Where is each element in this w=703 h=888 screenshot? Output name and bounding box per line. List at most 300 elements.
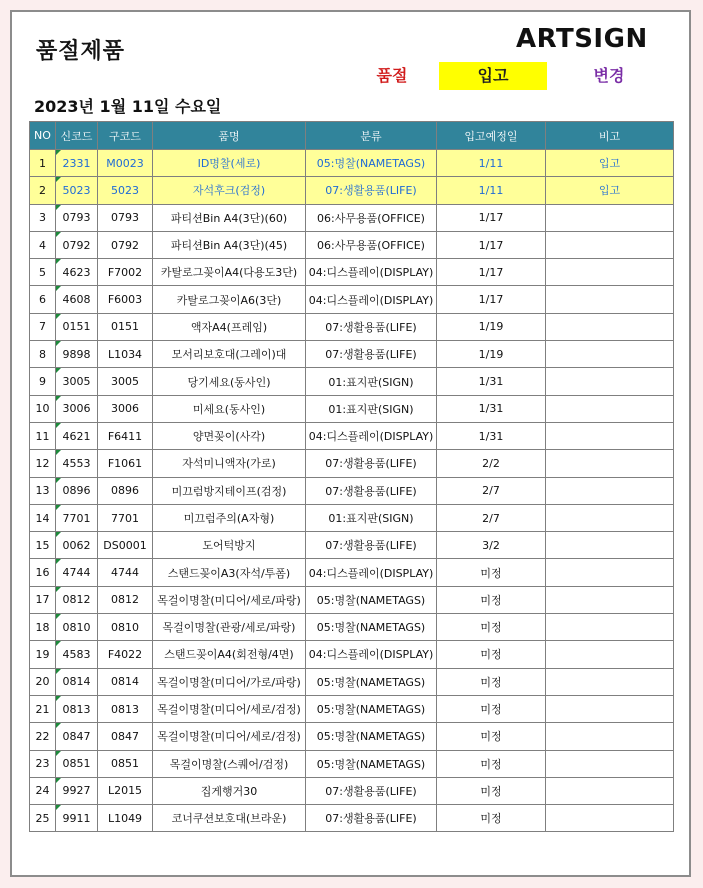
old-code-cell [98,668,153,695]
restock-date-cell-text: 미정 [480,703,502,717]
category-cell-text: 07:생활용품(LIFE) [325,812,417,826]
table-row [30,805,674,832]
old-code-cell [98,504,153,531]
category-cell-text: 05:명찰(NAMETAGS) [316,757,426,771]
new-code-cell-text: 4583 [62,647,91,661]
note-cell [546,777,674,804]
row-no [30,204,56,231]
old-code-cell-text: 0847 [111,729,139,743]
cell-comment-marker [56,205,61,210]
old-code-cell [98,368,153,395]
new-code-cell-text: 4608 [62,293,91,307]
cell-comment-marker [56,587,61,592]
old-code-cell [98,204,153,231]
product-name-cell [153,341,306,368]
cell-comment-marker [56,150,61,155]
category-cell [306,614,437,641]
restock-date-cell [437,750,546,777]
old-code-cell-text: 7701 [111,511,139,525]
product-name-cell-text: 도어턱방지 [202,539,256,553]
header-note: 비고 [546,122,674,150]
product-name-cell [153,695,306,722]
product-name-cell-text: 목걸이명찰(관광/세로/파랑) [162,621,296,635]
new-code-cell [56,559,98,586]
category-cell [306,341,437,368]
category-cell [306,395,437,422]
table-row [30,259,674,286]
restock-date-cell [437,695,546,722]
table-row [30,750,674,777]
old-code-cell-text: F1061 [107,456,143,470]
category-cell [306,641,437,668]
new-code-cell [56,177,98,204]
old-code-cell [98,395,153,422]
row-no-text: 25 [35,811,50,825]
row-no-text: 14 [35,511,50,525]
row-no-text: 24 [35,784,50,798]
old-code-cell [98,586,153,613]
row-no [30,477,56,504]
new-code-cell [56,341,98,368]
product-name-cell [153,777,306,804]
table-row [30,504,674,531]
table-row [30,668,674,695]
artsign-logo: ARTSIGN [516,24,648,54]
category-cell-text: 04:디스플레이(DISPLAY) [308,648,434,662]
category-cell [306,723,437,750]
row-no-text: 16 [35,566,50,580]
old-code-cell-text: 0793 [111,211,139,225]
category-cell-text: 05:명찰(NAMETAGS) [316,730,426,744]
new-code-cell-text: 0847 [62,729,91,743]
row-no [30,805,56,832]
product-name-cell-text: 집게행거30 [200,784,258,798]
table-row [30,777,674,804]
restock-date-cell-text: 미정 [480,648,502,662]
restock-date-cell [437,614,546,641]
row-no [30,450,56,477]
category-cell [306,695,437,722]
category-cell-text: 05:명찰(NAMETAGS) [316,157,426,171]
restock-date-cell [437,177,546,204]
product-name-cell [153,286,306,313]
note-cell [546,231,674,258]
product-name-cell [153,750,306,777]
product-name-cell [153,231,306,258]
old-code-cell [98,559,153,586]
table-row [30,341,674,368]
row-no-text: 15 [35,538,50,552]
table-row [30,614,674,641]
cell-comment-marker [56,368,61,373]
category-cell-text: 07:생활용품(LIFE) [325,348,417,362]
row-no [30,777,56,804]
table-row [30,422,674,449]
cell-comment-marker [56,232,61,237]
note-cell [546,341,674,368]
row-no-text: 3 [39,211,46,225]
category-cell-text: 05:명찰(NAMETAGS) [316,621,426,635]
category-cell [306,532,437,559]
restock-date-cell-text: 미정 [480,757,502,771]
restock-date-cell [437,668,546,695]
old-code-cell-text: DS0001 [103,538,147,552]
product-name-cell [153,204,306,231]
row-no-text: 11 [35,429,50,443]
new-code-cell [56,313,98,340]
restock-date-cell [437,286,546,313]
table-row [30,395,674,422]
row-no [30,395,56,422]
restock-date-cell-text: 1/17 [478,293,504,307]
restock-date-cell-text: 2/7 [482,484,500,498]
new-code-cell-text: 0792 [62,238,91,252]
old-code-cell [98,723,153,750]
old-code-cell-text: 0813 [111,702,139,716]
note-cell [546,368,674,395]
cell-comment-marker [56,423,61,428]
category-cell-text: 07:생활용품(LIFE) [325,539,417,553]
new-code-cell-text: 4744 [62,566,91,580]
category-cell-text: 07:생활용품(LIFE) [325,457,417,471]
restock-date-cell-text: 미정 [480,730,502,744]
category-cell-text: 07:생활용품(LIFE) [325,784,417,798]
category-cell-text: 05:명찰(NAMETAGS) [316,675,426,689]
category-cell-text: 01:표지판(SIGN) [328,512,414,525]
header-row [30,122,674,150]
note-cell [546,313,674,340]
restock-date-cell [437,231,546,258]
row-no [30,422,56,449]
new-code-cell-text: 4623 [62,265,91,279]
restock-date-cell [437,641,546,668]
new-code-cell [56,805,98,832]
row-no [30,723,56,750]
new-code-cell-text: 5023 [62,183,91,197]
restock-date-cell [437,368,546,395]
new-code-cell [56,532,98,559]
product-name-cell [153,395,306,422]
row-no-text: 23 [35,757,50,771]
restock-date-cell-text: 1/19 [478,320,504,334]
row-no-text: 1 [39,156,46,170]
category-cell [306,313,437,340]
new-code-cell-text: 3006 [62,402,91,416]
row-no [30,559,56,586]
restock-date-cell-text: 3/2 [482,538,500,552]
table-row [30,231,674,258]
category-cell-text: 05:명찰(NAMETAGS) [316,593,426,607]
header-restock-date: 입고예정일 [437,122,546,150]
product-name-cell-text: 파티션Bin A4(3단)(45) [170,239,288,253]
new-code-cell [56,395,98,422]
table-row [30,532,674,559]
row-no [30,641,56,668]
product-name-cell-text: 양면꽂이(사각) [192,430,266,444]
new-code-cell-text: 0896 [62,484,91,498]
category-cell-text: 04:디스플레이(DISPLAY) [308,566,434,580]
row-no-text: 17 [35,593,50,607]
note-cell [546,695,674,722]
restock-date-cell [437,586,546,613]
product-name-cell [153,477,306,504]
note-cell [546,259,674,286]
row-no [30,231,56,258]
sheet [10,10,691,877]
old-code-cell [98,777,153,804]
old-code-cell-text: L1034 [107,347,143,361]
restock-date-cell [437,777,546,804]
old-code-cell-text: 0812 [111,593,139,607]
product-name-cell-text: 카탈로그꽂이A4(다용도3단) [160,266,298,280]
new-code-cell-text: 0062 [62,538,91,552]
table-row [30,204,674,231]
cell-comment-marker [56,723,61,728]
old-code-cell-text: 0792 [111,238,139,252]
old-code-cell [98,450,153,477]
new-code-cell [56,586,98,613]
old-code-cell [98,477,153,504]
table-row [30,368,674,395]
product-name-cell [153,805,306,832]
note-cell [546,504,674,531]
new-code-cell [56,750,98,777]
new-code-cell [56,641,98,668]
product-name-cell [153,368,306,395]
category-cell [306,259,437,286]
row-no [30,286,56,313]
old-code-cell-text: M0023 [106,156,144,170]
old-code-cell-text: 0851 [111,757,139,771]
new-code-cell-text: 0151 [62,320,91,334]
old-code-cell [98,259,153,286]
new-code-cell-text: 0793 [62,211,91,225]
new-code-cell-text: 7701 [62,511,91,525]
product-name-cell-text: 자석후크(검정) [192,184,266,198]
old-code-cell [98,177,153,204]
cell-comment-marker [56,805,61,810]
product-name-cell-text: 미끄럼방지테이프(검정) [171,484,287,498]
cell-comment-marker [56,259,61,264]
product-name-cell-text: 목걸이명찰(미디어/가로/파랑) [157,675,301,689]
restock-date-cell [437,341,546,368]
restock-date-cell-text: 미정 [480,593,502,607]
note-cell [546,204,674,231]
restock-date-cell-text: 1/11 [478,183,504,197]
old-code-cell-text: 5023 [111,183,139,197]
note-cell [546,559,674,586]
note-cell [546,177,674,204]
row-no-text: 10 [35,402,50,416]
restock-date-cell-text: 1/17 [478,238,504,252]
restock-date-cell [437,723,546,750]
row-no [30,150,56,177]
old-code-cell [98,341,153,368]
restock-date-cell [437,559,546,586]
category-cell [306,586,437,613]
product-name-cell [153,614,306,641]
product-name-cell [153,641,306,668]
row-no-text: 13 [35,484,50,498]
old-code-cell-text: 0814 [111,675,139,689]
product-name-cell-text: 코너쿠션보호대(브라운) [171,812,287,826]
category-cell [306,750,437,777]
note-cell [546,395,674,422]
new-code-cell [56,231,98,258]
header-new-code: 신코드 [56,122,98,150]
restock-date-cell [437,204,546,231]
row-no-text: 2 [39,183,46,197]
page-title: 품절제품 [36,39,126,64]
row-no [30,614,56,641]
category-cell-text: 07:생활용품(LIFE) [325,184,417,198]
cell-comment-marker [56,532,61,537]
old-code-cell-text: 3006 [111,402,139,416]
restock-date-cell [437,477,546,504]
restock-date-cell [437,450,546,477]
row-no-text: 7 [39,320,46,334]
cell-comment-marker [56,396,61,401]
cell-comment-marker [56,314,61,319]
product-name-cell-text: 스탠드꽂이A3(자석/투폼) [167,566,291,580]
new-code-cell [56,450,98,477]
product-name-cell [153,150,306,177]
old-code-cell-text: F4022 [107,647,143,661]
new-code-cell [56,286,98,313]
new-code-cell [56,504,98,531]
restock-date-cell [437,259,546,286]
note-cell-text: 입고 [598,184,621,198]
old-code-cell [98,641,153,668]
header-product-name: 품명 [153,122,306,150]
product-name-cell [153,668,306,695]
note-cell [546,150,674,177]
restock-date-cell-text: 1/17 [478,211,504,225]
product-name-cell [153,450,306,477]
old-code-cell-text: L2015 [107,784,143,798]
restock-date-cell [437,313,546,340]
product-name-cell [153,177,306,204]
restock-date-cell-text: 미정 [480,675,502,689]
restock-date-cell-text: 미정 [480,812,502,826]
product-name-cell-text: 미끄럼주의(A자형) [183,512,275,525]
restock-date-cell-text: 1/11 [478,156,504,170]
new-code-cell [56,477,98,504]
new-code-cell [56,259,98,286]
legend-out-of-stock: 품절 [376,66,408,85]
legend-restocked: 입고 [439,62,547,90]
table-row [30,150,674,177]
row-no-text: 20 [35,675,50,689]
note-cell [546,614,674,641]
product-name-cell [153,504,306,531]
note-cell [546,286,674,313]
category-cell [306,368,437,395]
category-cell [306,805,437,832]
category-cell [306,450,437,477]
category-cell-text: 06:사무용품(OFFICE) [317,211,425,225]
new-code-cell [56,777,98,804]
row-no-text: 4 [39,238,46,252]
row-no-text: 8 [39,347,46,361]
old-code-cell [98,614,153,641]
old-code-cell-text: F7002 [107,265,143,279]
restock-date-cell [437,504,546,531]
row-no-text: 6 [39,293,46,307]
note-cell [546,450,674,477]
restock-date-cell [437,532,546,559]
product-name-cell [153,422,306,449]
restock-date-cell-text: 1/31 [478,402,504,416]
row-no-text: 18 [35,620,50,634]
legend-changed: 변경 [593,66,625,85]
cell-comment-marker [56,559,61,564]
cell-comment-marker [56,478,61,483]
new-code-cell-text: 0851 [62,757,91,771]
new-code-cell [56,150,98,177]
category-cell [306,504,437,531]
table-row [30,477,674,504]
note-cell [546,723,674,750]
old-code-cell [98,532,153,559]
category-cell [306,668,437,695]
table-row [30,641,674,668]
row-no-text: 9 [39,375,46,389]
cell-comment-marker [56,177,61,182]
category-cell-text: 04:디스플레이(DISPLAY) [308,266,434,280]
note-cell [546,477,674,504]
restock-date-cell-text: 미정 [480,784,502,798]
table-row [30,177,674,204]
category-cell-text: 05:명찰(NAMETAGS) [316,703,426,717]
header-category: 분류 [306,122,437,150]
old-code-cell-text: 0896 [111,484,139,498]
cell-comment-marker [56,751,61,756]
new-code-cell-text: 9927 [62,784,91,798]
cell-comment-marker [56,450,61,455]
table-row [30,695,674,722]
product-name-cell-text: 미세요(동사인) [192,402,266,416]
cell-comment-marker [56,341,61,346]
new-code-cell [56,614,98,641]
cell-comment-marker [56,641,61,646]
header-no: NO [30,122,56,150]
new-code-cell-text: 9898 [62,347,91,361]
new-code-cell [56,422,98,449]
header-old-code: 구코드 [98,122,153,150]
product-name-cell-text: 파티션Bin A4(3단)(60) [170,211,288,225]
row-no-text: 21 [35,702,50,716]
old-code-cell-text: 3005 [111,375,139,389]
category-cell-text: 07:생활용품(LIFE) [325,484,417,498]
restock-date-cell [437,395,546,422]
row-no [30,750,56,777]
restock-date-cell-text: 1/17 [478,265,504,279]
new-code-cell [56,204,98,231]
restock-date-cell [437,150,546,177]
row-no-text: 5 [39,265,46,279]
product-name-cell-text: 스탠드꽂이A4(회전형/4면) [164,648,294,662]
cell-comment-marker [56,669,61,674]
category-cell [306,286,437,313]
new-code-cell-text: 0812 [62,593,91,607]
cell-comment-marker [56,505,61,510]
product-name-cell-text: 액자A4(프레임) [190,320,268,334]
note-cell [546,586,674,613]
product-name-cell [153,586,306,613]
product-name-cell [153,723,306,750]
new-code-cell-text: 0810 [62,620,91,634]
